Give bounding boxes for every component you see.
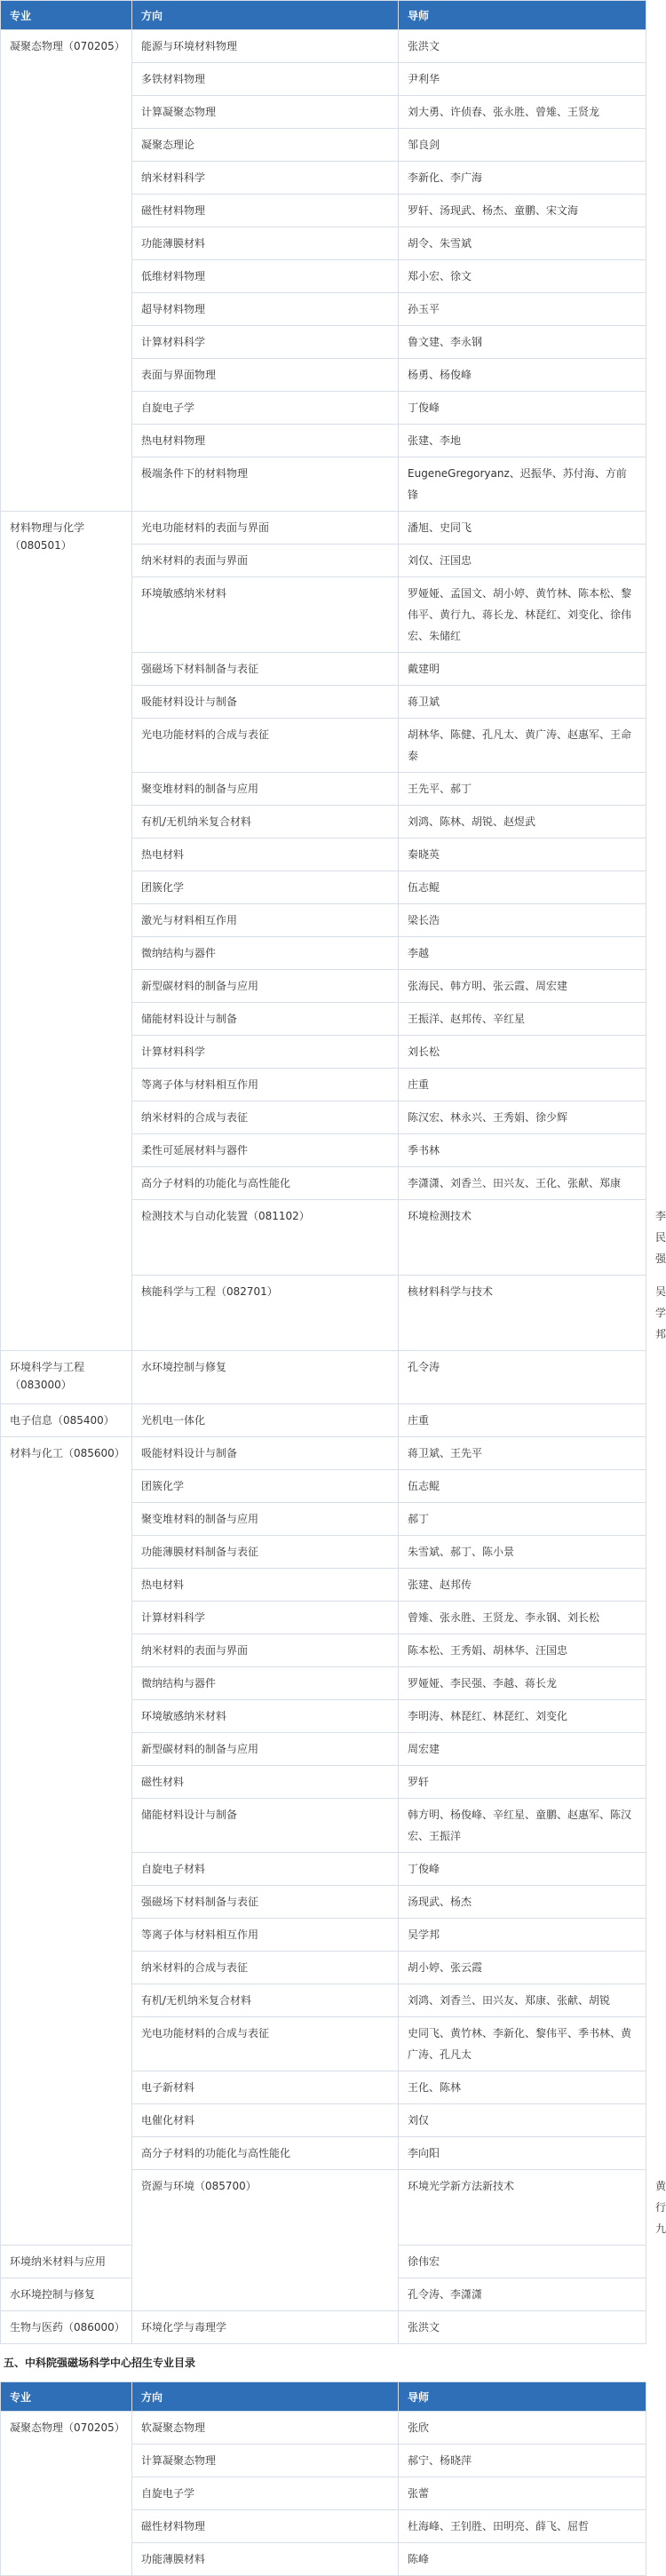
tutors-cell: 蒋卫斌、王先平 bbox=[399, 1437, 646, 1470]
direction-cell: 热电材料 bbox=[132, 1569, 399, 1602]
direction-cell: 多铁材料物理 bbox=[132, 63, 399, 96]
direction-cell: 柔性可延展材料与器件 bbox=[132, 1134, 399, 1167]
direction-cell: 电子新材料 bbox=[132, 2071, 399, 2104]
tutors-cell: 杜海峰、王钊胜、田明亮、薛飞、屈哲 bbox=[399, 2510, 646, 2543]
direction-cell: 磁性材料物理 bbox=[132, 195, 399, 227]
direction-cell: 团簇化学 bbox=[132, 871, 399, 904]
table-row bbox=[1, 2412, 646, 2445]
tutors-cell: 刘鸿、刘香兰、田兴友、郑康、张献、胡锐 bbox=[399, 1984, 646, 2017]
direction-cell: 环境敏感纳米材料 bbox=[132, 577, 399, 653]
tutors-cell: 陈汉宏、林永兴、王秀娟、徐少辉 bbox=[399, 1101, 646, 1134]
major-cell: 凝聚态物理（070205） bbox=[1, 2412, 132, 2576]
direction-cell: 强磁场下材料制备与表征 bbox=[132, 653, 399, 686]
direction-cell: 微纳结构与器件 bbox=[132, 937, 399, 970]
tutors-cell: 李潇潇、刘香兰、田兴友、王化、张献、郑康 bbox=[399, 1167, 646, 1200]
tutors-cell: 李新化、李广海 bbox=[399, 162, 646, 195]
direction-cell: 光电功能材料的合成与表征 bbox=[132, 2017, 399, 2071]
direction-cell: 功能薄膜材料 bbox=[132, 227, 399, 260]
direction-cell: 凝聚态理论 bbox=[132, 129, 399, 162]
header-tutors: 导师 bbox=[399, 2382, 646, 2412]
tutors-cell: 刘仅、汪国忠 bbox=[399, 545, 646, 577]
table-row bbox=[1, 2311, 646, 2344]
tutors-cell: 罗轩 bbox=[399, 1766, 646, 1799]
tutors-cell: 庄重 bbox=[399, 1404, 646, 1437]
major-cell: 电子信息（085400） bbox=[1, 1404, 132, 1437]
tutors-cell: 伍志鲲 bbox=[399, 1470, 646, 1503]
tutors-cell: 王化、陈林 bbox=[399, 2071, 646, 2104]
major-cell: 材料与化工（085600） bbox=[1, 1437, 132, 2246]
direction-cell: 吸能材料设计与制备 bbox=[132, 686, 399, 719]
tutors-cell: 季书林 bbox=[399, 1134, 646, 1167]
tutors-cell: 刘长松 bbox=[399, 1036, 646, 1069]
direction-cell: 超导材料物理 bbox=[132, 293, 399, 326]
tutors-cell: 张海民、韩方明、张云霞、周宏建 bbox=[399, 970, 646, 1003]
major-cell: 环境科学与工程（083000） bbox=[1, 1351, 132, 1404]
direction-cell: 纳米材料的合成与表征 bbox=[132, 1952, 399, 1984]
direction-cell: 计算凝聚态物理 bbox=[132, 2445, 399, 2477]
tutors-cell: 秦晓英 bbox=[399, 839, 646, 871]
direction-cell: 热电材料 bbox=[132, 839, 399, 871]
table-row: 资源与环境（085700） 环境光学新方法新技术 黄行九 bbox=[1, 2170, 646, 2246]
tutors-cell: 吴学邦 bbox=[399, 1919, 646, 1952]
program-table-2 bbox=[0, 2381, 646, 2576]
table-row bbox=[1, 30, 646, 63]
program-table-1-body bbox=[1, 30, 666, 2344]
direction-cell: 功能薄膜材料制备与表征 bbox=[132, 1536, 399, 1569]
direction-cell: 能源与环境材料物理 bbox=[132, 30, 399, 63]
direction-cell: 有机/无机纳米复合材料 bbox=[132, 1984, 399, 2017]
direction-cell: 团簇化学 bbox=[132, 1470, 399, 1503]
direction-cell: 纳米材料的合成与表征 bbox=[132, 1101, 399, 1134]
major-cell: 凝聚态物理（070205） bbox=[1, 30, 132, 512]
direction-cell: 热电材料物理 bbox=[132, 425, 399, 457]
tutors-cell: 周宏建 bbox=[399, 1733, 646, 1766]
tutors-cell: 李越 bbox=[399, 937, 646, 970]
table-row: 核能科学与工程（082701） 核材料科学与技术 吴学邦 bbox=[1, 1276, 646, 1351]
header-tutors: 导师 bbox=[399, 1, 646, 30]
tutors-cell: 张洪文 bbox=[399, 2311, 646, 2344]
tutors-cell: 徐伟宏 bbox=[399, 2246, 646, 2278]
direction-cell: 极端条件下的材料物理 bbox=[132, 457, 399, 512]
direction-cell: 光电功能材料的合成与表征 bbox=[132, 719, 399, 773]
direction-cell: 软凝聚态物理 bbox=[132, 2412, 399, 2445]
tutors-cell: 刘大勇、许侦春、张永胜、曾雉、王贤龙 bbox=[399, 96, 646, 129]
direction-cell: 磁性材料物理 bbox=[132, 2510, 399, 2543]
tutors-cell: 尹利华 bbox=[399, 63, 646, 96]
major-cell: 材料物理与化学（080501） bbox=[1, 512, 132, 1351]
direction-cell: 计算凝聚态物理 bbox=[132, 96, 399, 129]
tutors-cell: 张建、赵邦传 bbox=[399, 1569, 646, 1602]
direction-cell: 纳米材料的表面与界面 bbox=[132, 545, 399, 577]
direction-cell: 有机/无机纳米复合材料 bbox=[132, 806, 399, 839]
direction-cell: 强磁场下材料制备与表征 bbox=[132, 1886, 399, 1919]
direction-cell: 聚变堆材料的制备与应用 bbox=[132, 1503, 399, 1536]
direction-cell: 核材料科学与技术 bbox=[399, 1276, 646, 1351]
direction-cell: 等离子体与材料相互作用 bbox=[132, 1069, 399, 1101]
tutors-cell: 王先平、郝丁 bbox=[399, 773, 646, 806]
tutors-cell: 郝丁 bbox=[399, 1503, 646, 1536]
table-header-row bbox=[1, 2382, 646, 2412]
header-major: 专业 bbox=[1, 1, 132, 30]
tutors-cell: 戴建明 bbox=[399, 653, 646, 686]
tutors-cell: 孔令涛、李潇潇 bbox=[399, 2278, 646, 2311]
table-header-row bbox=[1, 1, 646, 30]
direction-cell: 储能材料设计与制备 bbox=[132, 1799, 399, 1853]
tutors-cell: 邹良剑 bbox=[399, 129, 646, 162]
tutors-cell: 刘仅 bbox=[399, 2104, 646, 2137]
direction-cell: 新型碳材料的制备与应用 bbox=[132, 1733, 399, 1766]
tutors-cell: 庄重 bbox=[399, 1069, 646, 1101]
tutors-cell: 罗轩、汤现武、杨杰、童鹏、宋文海 bbox=[399, 195, 646, 227]
tutors-cell: 张欣 bbox=[399, 2412, 646, 2445]
major-cell: 核能科学与工程（082701） bbox=[132, 1276, 399, 1351]
tutors-cell: 张洪文 bbox=[399, 30, 646, 63]
direction-cell: 高分子材料的功能化与高性能化 bbox=[132, 1167, 399, 1200]
direction-cell: 光机电一体化 bbox=[132, 1404, 399, 1437]
direction-cell: 环境光学新方法新技术 bbox=[399, 2170, 646, 2246]
direction-cell: 表面与界面物理 bbox=[132, 359, 399, 392]
direction-cell: 水环境控制与修复 bbox=[132, 1351, 399, 1404]
major-cell: 资源与环境（085700） bbox=[132, 2170, 399, 2311]
direction-cell: 环境敏感纳米材料 bbox=[132, 1700, 399, 1733]
major-cell: 检测技术与自动化装置（081102） bbox=[132, 1200, 399, 1276]
tutors-cell: 孙玉平 bbox=[399, 293, 646, 326]
tutors-cell: EugeneGregoryanz、迟振华、苏付海、方前锋 bbox=[399, 457, 646, 512]
tutors-cell: 罗娅娅、李民强、李越、蒋长龙 bbox=[399, 1667, 646, 1700]
tutors-cell: 李明涛、林琵红、林琵红、刘变化 bbox=[399, 1700, 646, 1733]
tutors-cell: 丁俊峰 bbox=[399, 1853, 646, 1886]
direction-cell: 自旋电子学 bbox=[132, 392, 399, 425]
tutors-cell: 刘鸿、陈林、胡锐、赵煜武 bbox=[399, 806, 646, 839]
direction-cell: 计算材料科学 bbox=[132, 1602, 399, 1634]
tutors-cell: 罗娅娅、孟国文、胡小婷、黄竹林、陈本松、黎伟平、黄行九、蒋长龙、林琵红、刘变化、徐伟宏、朱储红 bbox=[399, 577, 646, 653]
tutors-cell: 胡令、朱雪斌 bbox=[399, 227, 646, 260]
tutors-cell: 丁俊峰 bbox=[399, 392, 646, 425]
tutors-cell: 韩方明、杨俊峰、辛红星、童鹏、赵惠军、陈汉宏、王振洋 bbox=[399, 1799, 646, 1853]
direction-cell: 计算材料科学 bbox=[132, 326, 399, 359]
tutors-cell: 曾雉、张永胜、王贤龙、李永钢、刘长松 bbox=[399, 1602, 646, 1634]
tutors-cell: 史同飞、黄竹林、李新化、黎伟平、季书林、黄广涛、孔凡太 bbox=[399, 2017, 646, 2071]
direction-cell: 计算材料科学 bbox=[132, 1036, 399, 1069]
direction-cell: 新型碳材料的制备与应用 bbox=[132, 970, 399, 1003]
direction-cell: 电催化材料 bbox=[132, 2104, 399, 2137]
direction-cell: 聚变堆材料的制备与应用 bbox=[132, 773, 399, 806]
tutors-cell: 伍志鲲 bbox=[399, 871, 646, 904]
tutors-cell: 杨勇、杨俊峰 bbox=[399, 359, 646, 392]
table-row bbox=[1, 1437, 646, 1470]
table-row bbox=[1, 512, 646, 545]
header-direction: 方向 bbox=[132, 1, 399, 30]
tutors-cell: 孔令涛 bbox=[399, 1351, 646, 1404]
tutors-cell: 汤现武、杨杰 bbox=[399, 1886, 646, 1919]
tutors-cell: 潘旭、史同飞 bbox=[399, 512, 646, 545]
major-cell: 生物与医药（086000） bbox=[1, 2311, 132, 2344]
direction-cell: 磁性材料 bbox=[132, 1766, 399, 1799]
table-row: 检测技术与自动化装置（081102） 环境检测技术 李民强 bbox=[1, 1200, 646, 1276]
tutors-cell: 张蕾 bbox=[399, 2477, 646, 2510]
direction-cell: 水环境控制与修复 bbox=[1, 2278, 132, 2311]
tutors-cell: 郑小宏、徐文 bbox=[399, 260, 646, 293]
direction-cell: 自旋电子材料 bbox=[132, 1853, 399, 1886]
direction-cell: 环境检测技术 bbox=[399, 1200, 646, 1276]
tutors-cell: 陈峰 bbox=[399, 2543, 646, 2576]
section-title: 五、中科院强磁场科学中心招生专业目录 bbox=[4, 2357, 196, 2369]
tutors-cell: 朱雪斌、郝丁、陈小景 bbox=[399, 1536, 646, 1569]
direction-cell: 等离子体与材料相互作用 bbox=[132, 1919, 399, 1952]
tutors-cell: 胡林华、陈健、孔凡太、黄广涛、赵惠军、王命泰 bbox=[399, 719, 646, 773]
tutors-cell: 李向阳 bbox=[399, 2137, 646, 2170]
direction-cell: 功能薄膜材料 bbox=[132, 2543, 399, 2576]
direction-cell: 自旋电子学 bbox=[132, 2477, 399, 2510]
direction-cell: 光电功能材料的表面与界面 bbox=[132, 512, 399, 545]
tutors-cell: 梁长浩 bbox=[399, 904, 646, 937]
direction-cell: 激光与材料相互作用 bbox=[132, 904, 399, 937]
direction-cell: 环境纳米材料与应用 bbox=[1, 2246, 132, 2278]
direction-cell: 环境化学与毒理学 bbox=[132, 2311, 399, 2344]
tutors-cell: 蒋卫斌 bbox=[399, 686, 646, 719]
tutors-cell: 胡小婷、张云霞 bbox=[399, 1952, 646, 1984]
table-row bbox=[1, 1351, 646, 1404]
direction-cell: 低维材料物理 bbox=[132, 260, 399, 293]
tutors-cell: 张建、李地 bbox=[399, 425, 646, 457]
tutors-cell: 陈本松、王秀娟、胡林华、汪国忠 bbox=[399, 1634, 646, 1667]
header-major: 专业 bbox=[1, 2382, 132, 2412]
table-row bbox=[1, 1404, 646, 1437]
direction-cell: 纳米材料科学 bbox=[132, 162, 399, 195]
program-table-2-body bbox=[1, 2412, 646, 2576]
tutors-cell: 郝宁、杨晓萍 bbox=[399, 2445, 646, 2477]
direction-cell: 储能材料设计与制备 bbox=[132, 1003, 399, 1036]
direction-cell: 纳米材料的表面与界面 bbox=[132, 1634, 399, 1667]
direction-cell: 吸能材料设计与制备 bbox=[132, 1437, 399, 1470]
header-direction: 方向 bbox=[132, 2382, 399, 2412]
direction-cell: 微纳结构与器件 bbox=[132, 1667, 399, 1700]
tutors-cell: 王振洋、赵邦传、辛红星 bbox=[399, 1003, 646, 1036]
tutors-cell: 鲁文建、李永钢 bbox=[399, 326, 646, 359]
direction-cell: 高分子材料的功能化与高性能化 bbox=[132, 2137, 399, 2170]
